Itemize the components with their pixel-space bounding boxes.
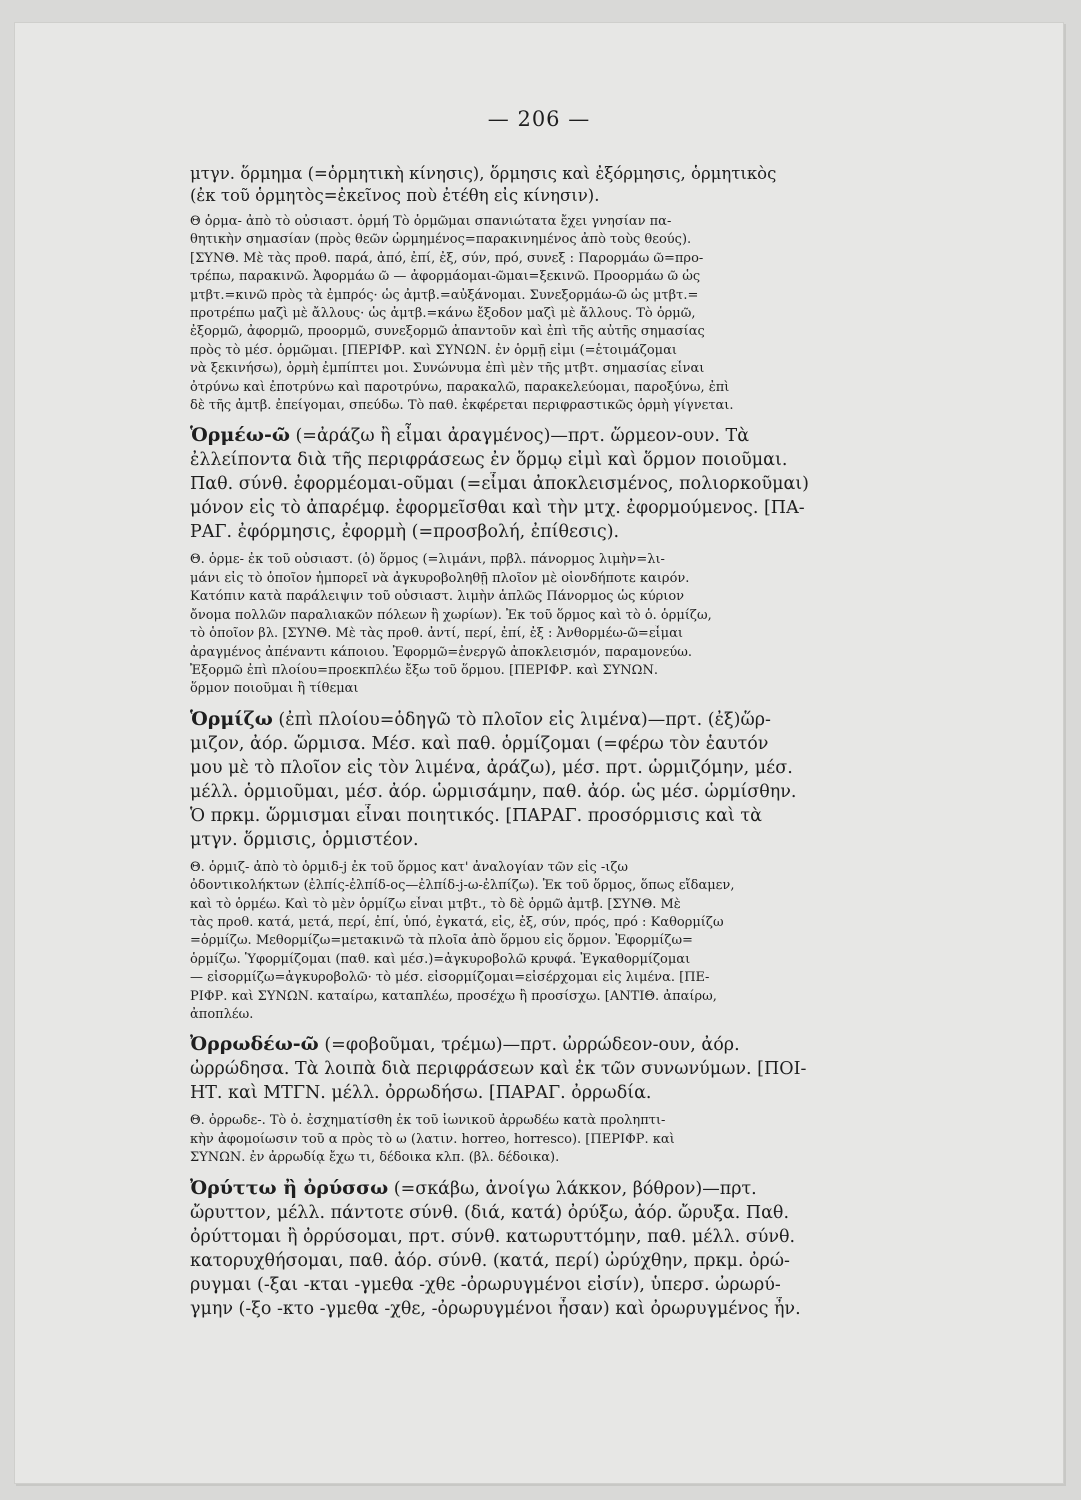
text-line <box>190 423 1038 448</box>
text-line <box>190 1297 1038 1321</box>
line-text: δὲ τῆς ἀμτβ. ἐπείγομαι, σπεύδω. Τὸ παθ. ἐκφέρεται περιφραστικῶς ὁρμὴ γίγνεται. <box>190 398 734 414</box>
text-line <box>190 1273 1038 1297</box>
line-text: μτγν. ὅρμισις, ὁρμιστέον. <box>190 829 419 850</box>
line-text: προτρέπω μαζὶ μὲ ἄλλους· ὡς ἀμτβ.=κάνω ἔξοδον μαζὶ μὲ ἄλλους. Τὸ ὁρμῶ, <box>190 306 696 322</box>
line-text: τρέπω, παρακινῶ. Ἀφορμάω ῶ — ἀφορμάομαι-ῶμαι=ξεκινῶ. Προορμάω ῶ ὡς <box>190 269 701 285</box>
line-text: (=σκάβω, ἀνοίγω λάκκον, βόθρον)—πρτ. <box>388 1178 757 1199</box>
etymology-note <box>190 213 1038 415</box>
text-line <box>190 625 1038 643</box>
text-line <box>190 360 1038 378</box>
paragraph <box>190 163 1038 207</box>
line-text: — εἰσορμίζω=ἀγκυροβολῶ· τὸ μέσ. εἰσορμίζομαι=εἰσέρχομαι εἰς λιμένα. [ΠΕ- <box>190 970 710 986</box>
line-text: Θ. ὁρμε- ἐκ τοῦ οὐσιαστ. (ὁ) ὅρμος (=λιμάνι, πρβλ. πάνορμος λιμὴν=λι- <box>190 552 665 568</box>
line-text: κατορυχθήσομαι, παθ. ἀόρ. σύνθ. (κατά, περί) ὠρύχθην, πρκμ. ὀρώ- <box>190 1250 790 1271</box>
text-line <box>190 914 1038 932</box>
line-text: ἐλλείποντα διὰ τῆς περιφράσεως ἐν ὅρμῳ εἰμὶ καὶ ὅρμον ποιοῦμαι. <box>190 450 788 471</box>
text-line <box>190 231 1038 249</box>
line-text: ὀρύττομαι ἢ ὀρρύσομαι, πρτ. σύνθ. κατωρυττόμην, παθ. μέλλ. σύνθ. <box>190 1226 796 1247</box>
text-line <box>190 268 1038 286</box>
line-text: γμην (-ξο -κτο -γμεθα -χθε, -ὀρωρυγμένοι ἦσαν) καὶ ὀρωρυγμένος ἦν. <box>190 1298 801 1319</box>
text-line <box>190 680 1038 698</box>
line-text: ΡΙΦΡ. καὶ ΣΥΝΩΝ. καταίρω, καταπλέω, προσέχω ἢ προσίσχω. [ΑΝΤΙΘ. ἀπαίρω, <box>190 988 717 1004</box>
dictionary-entry <box>190 707 1038 852</box>
line-text: καὶ τὸ ὁρμέω. Καὶ τὸ μὲν ὁρμίζω εἶναι μτβτ., τὸ δὲ ὁρμῶ ἀμτβ. [ΣΥΝΘ. Μὲ <box>190 896 681 912</box>
line-text: ὅρμον ποιοῦμαι ἢ τίθεμαι <box>190 681 359 697</box>
line-text: μόνον εἰς τὸ ἀπαρέμφ. ἐφορμεῖσθαι καὶ τὴν μτχ. ἐφορμούμενος. [ΠΑ- <box>190 498 805 519</box>
line-text: μιζον, ἀόρ. ὥρμισα. Μέσ. καὶ παθ. ὁρμίζομαι (=φέρω τὸν ἑαυτόν <box>190 733 769 754</box>
line-text: νὰ ξεκινήσω), ὁρμὴ ἐμπίπτει μοι. Συνώνυμα ἐπὶ μὲν τῆς μτβτ. σημασίας εἶναι <box>190 361 705 377</box>
text-line <box>190 1006 1038 1024</box>
text-line <box>190 1112 1038 1130</box>
dictionary-entry <box>190 423 1038 544</box>
text-line <box>190 520 1038 544</box>
line-text: μτγν. ὅρμημα (=ὁρμητικὴ κίνησις), ὅρμησις καὶ ἐξόρμησις, ὁρμητικὸς <box>190 164 777 183</box>
text-line <box>190 1131 1038 1149</box>
line-text: θητικὴν σημασίαν (πρὸς θεῶν ὡρμημένος=παρακινημένος ἀπὸ τοὺς θεούς). <box>190 232 692 248</box>
text-line <box>190 496 1038 520</box>
text-line <box>190 1249 1038 1273</box>
line-text: Παθ. σύνθ. ἐφορμέομαι-οῦμαι (=εἶμαι ἀποκλεισμένος, πολιορκοῦμαι) <box>190 474 809 495</box>
dictionary-entry <box>190 1176 1038 1321</box>
text-line <box>190 397 1038 415</box>
line-text: τὸ ὁποῖον βλ. [ΣΥΝΘ. Μὲ τὰς προθ. ἀντί, περί, ἐπί, ἐξ : Ἀνθορμέω-ῶ=εἶμαι <box>190 626 683 642</box>
text-line <box>190 1149 1038 1167</box>
line-text: Θ. ὀρρωδε-. Τὸ ὀ. ἐσχηματίσθη ἐκ τοῦ ἰωνικοῦ ἀρρωδέω κατὰ προληπτι- <box>190 1113 666 1129</box>
line-text: ὀτρύνω καὶ ἐποτρύνω καὶ παροτρύνω, παρακαλῶ, παρακελεύομαι, παροξύνω, ἐπὶ <box>190 379 730 395</box>
line-text: ἀποπλέω. <box>190 1006 254 1022</box>
line-text: (=φοβοῦμαι, τρέμω)—πρτ. ὠρρώδεον-ουν, ἀόρ. <box>318 1035 740 1056</box>
line-text: ΡΑΓ. ἐφόρμησις, ἐφορμὴ (=προσβολή, ἐπίθεσις). <box>190 522 620 543</box>
line-text: μάνι εἰς τὸ ὁποῖον ἠμπορεῖ νὰ ἀγκυροβοληθῇ πλοῖον μὲ οἱονδήποτε καιρόν. <box>190 570 690 586</box>
document-page <box>14 22 1064 1484</box>
line-text: ἐξορμῶ, ἀφορμῶ, προορμῶ, συνεξορμῶ ἀπαντοῦν καὶ ἐπὶ τῆς αὐτῆς σημασίας <box>190 324 705 340</box>
text-line <box>190 1176 1038 1201</box>
text-line <box>190 662 1038 680</box>
text-line <box>190 756 1038 780</box>
page-number: — 206 — <box>487 107 591 131</box>
text-line <box>190 828 1038 852</box>
line-text: [ΣΥΝΘ. Μὲ τὰς προθ. παρά, ἀπό, ἐπί, ἐξ, σύν, πρό, συνεξ : Παρορμάω ῶ=προ- <box>190 250 704 266</box>
etymology-note <box>190 551 1038 698</box>
text-line <box>190 859 1038 877</box>
text-line <box>190 607 1038 625</box>
text-line <box>190 305 1038 323</box>
line-text: ΣΥΝΩΝ. ἐν ἀρρωδίᾳ ἔχω τι, δέδοικα κλπ. (βλ. δέδοικα). <box>190 1150 560 1166</box>
line-text: μέλλ. ὁρμιοῦμαι, μέσ. ἀόρ. ὡρμισάμην, παθ. ἀόρ. ὡς μέσ. ὡρμίσθην. <box>190 781 797 802</box>
text-line <box>190 551 1038 569</box>
headword: Ὀρρωδέω-ῶ <box>190 1033 319 1056</box>
line-text: πρὸς τὸ μέσ. ὁρμῶμαι. [ΠΕΡΙΦΡ. καὶ ΣΥΝΩΝ. ἐν ὁρμῇ εἰμι (=ἑτοιμάζομαι <box>190 342 677 358</box>
line-text: ὤρυττον, μέλλ. πάντοτε σύνθ. (διά, κατά) ὀρύξω, ἀόρ. ὤρυξα. Παθ. <box>190 1202 790 1223</box>
text-line <box>190 1081 1038 1105</box>
line-text: ΗΤ. καὶ ΜΤΓΝ. μέλλ. ὀρρωδήσω. [ΠΑΡΑΓ. ὀρρωδία. <box>190 1083 652 1104</box>
text-line <box>190 707 1038 732</box>
line-text: (ἐκ τοῦ ὁρμητὸς=ἐκεῖνος ποὺ ἐτέθη εἰς κίνησιν). <box>190 186 600 205</box>
text-line <box>190 163 1038 185</box>
text-line <box>190 448 1038 472</box>
line-text: (ἐπὶ πλοίου=ὁδηγῶ τὸ πλοῖον εἰς λιμένα)—πρτ. (ἐξ)ὥρ- <box>272 709 771 730</box>
line-text: τὰς προθ. κατά, μετά, περί, ἐπί, ὑπό, ἐγκατά, εἰς, ἐξ, σύν, πρός, πρό : Καθορμίζω <box>190 914 724 930</box>
text-line <box>190 1225 1038 1249</box>
text-line <box>190 732 1038 756</box>
text-line <box>190 932 1038 950</box>
line-text: ὠρρώδησα. Τὰ λοιπὰ διὰ περιφράσεων καὶ ἐκ τῶν συνωνύμων. [ΠΟΙ- <box>190 1059 807 1080</box>
text-line <box>190 379 1038 397</box>
text-line <box>190 644 1038 662</box>
line-text: ὄνομα πολλῶν παραλιακῶν πόλεων ἢ χωρίων). Ἐκ τοῦ ὅρμος καὶ τὸ ὁ. ὁρμίζω, <box>190 607 712 623</box>
line-text: Ἐξορμῶ ἐπὶ πλοίου=προεκπλέω ἔξω τοῦ ὅρμου. [ΠΕΡΙΦΡ. καὶ ΣΥΝΩΝ. <box>190 662 658 678</box>
line-text: ὀδοντικολήκτων (ἐλπίς-ἐλπίδ-ος—ἐλπίδ-j-ω-ἐλπίζω). Ἐκ τοῦ ὅρμος, ὅπως εἴδαμεν, <box>190 878 735 894</box>
line-text: Θ ὁρμα- ἀπὸ τὸ οὐσιαστ. ὁρμή Τὸ ὁρμῶμαι σπανιώτατα ἔχει γνησίαν πα- <box>190 214 672 229</box>
etymology-note <box>190 1112 1038 1167</box>
text-line <box>190 969 1038 987</box>
text-line <box>190 1057 1038 1081</box>
text-line <box>190 1201 1038 1225</box>
text-line <box>190 588 1038 606</box>
headword: Ὁρμέω-ῶ <box>190 424 290 447</box>
line-text: Ὁ πρκμ. ὥρμισμαι εἶναι ποιητικός. [ΠΑΡΑΓ. προσόρμισις καὶ τὰ <box>190 805 762 826</box>
line-text: κὴν ἀφομοίωσιν τοῦ α πρὸς τὸ ω (λατιν. horreo, horresco). [ΠΕΡΙΦΡ. καὶ <box>190 1131 675 1147</box>
text-line <box>190 877 1038 895</box>
line-text: =ὁρμίζω. Μεθορμίζω=μετακινῶ τὰ πλοῖα ἀπὸ ὅρμου εἰς ὅρμον. Ἐφορμίζω= <box>190 933 693 949</box>
dictionary-entry <box>190 1032 1038 1105</box>
text-line <box>190 323 1038 341</box>
text-line <box>190 570 1038 588</box>
line-text: Κατόπιν κατὰ παράλειψιν τοῦ οὐσιαστ. λιμὴν ἁπλῶς Πάνορμος ὡς κύριον <box>190 589 685 605</box>
line-text: Θ. ὁρμιζ- ἀπὸ τὸ ὁρμιδ-j ἐκ τοῦ ὅρμος κατ' ἀναλογίαν τῶν εἰς -ιζω <box>190 859 629 875</box>
text-line <box>190 287 1038 305</box>
text-line <box>190 342 1038 360</box>
text-line <box>190 988 1038 1006</box>
line-text: (=ἀράζω ἢ εἶμαι ἀραγμένος)—πρτ. ὥρμεον-ουν. Τὰ <box>289 426 750 447</box>
text-line <box>190 185 1038 207</box>
text-body <box>190 163 1038 1328</box>
line-text: μου μὲ τὸ πλοῖον εἰς τὸν λιμένα, ἀράζω), μέσ. πρτ. ὡρμιζόμην, μέσ. <box>190 757 793 778</box>
line-text: ἀραγμένος ἀπέναντι κάποιου. Ἐφορμῶ=ἐνεργῶ ἀποκλεισμόν, παραμονεύω. <box>190 644 693 660</box>
text-line <box>190 250 1038 268</box>
line-text: ὁρμίζω. Ὑφορμίζομαι (παθ. καὶ μέσ.)=ἀγκυροβολῶ κρυφά. Ἐγκαθορμίζομαι <box>190 951 691 967</box>
headword: Ὁρμίζω <box>190 707 273 730</box>
text-line <box>190 472 1038 496</box>
text-line <box>190 1032 1038 1057</box>
text-line <box>190 951 1038 969</box>
text-line <box>190 896 1038 914</box>
line-text: ρυγμαι (-ξαι -κται -γμεθα -χθε -ὀρωρυγμένοι εἰσίν), ὑπερσ. ὠρωρύ- <box>190 1274 781 1295</box>
headword: Ὀρύττω ἢ ὀρύσσω <box>190 1176 389 1199</box>
line-text: μτβτ.=κινῶ πρὸς τὰ ἐμπρός· ὡς ἀμτβ.=αὐξάνομαι. Συνεξορμάω-ῶ ὡς μτβτ.= <box>190 287 699 303</box>
text-line <box>190 213 1038 231</box>
etymology-note <box>190 859 1038 1025</box>
text-line <box>190 780 1038 804</box>
text-line <box>190 804 1038 828</box>
